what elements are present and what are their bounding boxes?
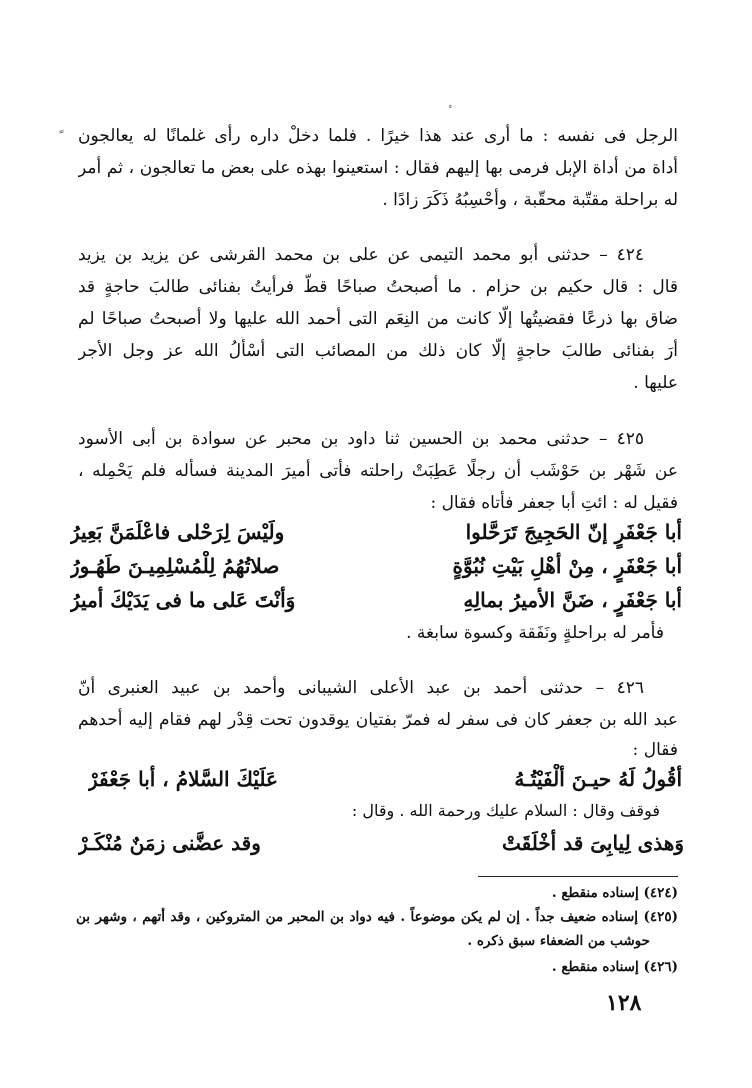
text-line: ٤٢٦ – حدثنى أحمد بن عبد الأعلى الشيبانى وأحمد بن عبيد العنبرى أنّ: [78, 678, 644, 698]
footnote: (٤٢٦) إسناده منقطع .: [551, 959, 678, 975]
verse-line-426-2: [78, 828, 684, 860]
text-line: ٤٢٥ – حدثنى محمد بن الحسين ثنا داود بن محبر عن سوادة بن أبى الأسود: [78, 429, 644, 449]
verse-second-hemistich: صلاتُهُمُ لِلْمُسْلِمِيـنَ طَهُـورُ: [70, 554, 280, 578]
text-line: عبد الله بن جعفر كان فى سفر له فمرّ بفتيان يوقدون تحت قِدْر لهم فقام إليه أحدهم: [78, 710, 678, 730]
text-line: أرَ بفنائى طالبَ حاجةٍ إلّا كان ذلك من المصائب التى أسْأَلُ الله عز وجل الأجر: [78, 341, 678, 361]
footnote: (٤٢٤) إسناده منقطع .: [551, 885, 678, 901]
verse-line-426-1: [88, 764, 682, 796]
text-line: قال : قال حكيم بن حزام . ما أصبحتُ صباحًا قطّ فرأيتُ بفنائى طالبَ حاجةٍ قد: [78, 277, 678, 297]
text-line: فأمر له براحلةٍ ونَفَقة وكسوة سابغة .: [406, 623, 664, 643]
text-line: فقيل له : ائتِ أبا جعفر فأتاه فقال :: [430, 493, 678, 513]
verse-first-hemistich: أبا جَعْفَرٍ إنّ الحَجِيجَ تَرَحَّلوا: [465, 520, 682, 544]
text-line: عليها .: [633, 373, 678, 393]
verse-first-hemistich: وَهذى لِيابِىَ قد أخْلَقَتْ: [501, 831, 684, 855]
verse-second-hemistich: وقد عضَّنى زمَنٌ مُنْكَـرْ: [78, 831, 261, 855]
page-number: ١٢٨: [606, 990, 642, 1016]
text-line: أداة من أداة الإبل فرمى بها إليهم فقال : استعينوا بهذه على بعض ما تعالجون ، ثم أمر: [78, 158, 678, 178]
text-line: فوقف وقال : السلام عليك ورحمة الله . وقال :: [351, 801, 660, 820]
footnote-separator: [478, 876, 678, 877]
footnote: حوشب من الضعفاء سبق ذكره .: [467, 933, 650, 949]
verse-second-hemistich: عَلَيْكَ السَّلامُ ، أبا جَعْفَرْ: [88, 767, 278, 791]
verse-line: [70, 517, 682, 549]
text-line: له براحلة مقتّبة محقّبة ، وأحْسِبُهُ ذَكَرَ زادًا .: [382, 190, 678, 210]
text-line: عن شَهْر بن حَوْشَب أن رجلًا عَطِبَتْ راحلته فأتى أميرَ المدينة فسأله فلم يَحْمِله ،: [78, 461, 678, 481]
verse-first-hemistich: أقُولُ لَهُ حيـنَ ألْفَيْتُـهُ: [514, 767, 682, 791]
verse-first-hemistich: أبا جَعْفَرٍ ، مِنْ أهْلِ بَيْتِ نُبُوَّةٍ: [452, 554, 682, 578]
text-line: فقال :: [632, 740, 678, 760]
verse-second-hemistich: ولَيْسَ لِرَحْلى فاعْلَمَنَّ بَعِيرُ: [70, 520, 285, 544]
verse-second-hemistich: وَأنْتَ عَلى ما فى يَدَيْكَ أميرُ: [70, 588, 296, 612]
verse-line: [70, 551, 682, 583]
verse-first-hemistich: أبا جَعْفَرٍ ، ضَنَّ الأميرُ بمالِهِ: [463, 588, 682, 612]
text-line: الرجل فى نفسه : ما أرى عند هذا خيرًا . فلما دخلْ داره رأى غلمانًا له يعالجون: [78, 126, 678, 146]
verse-line: [70, 585, 682, 617]
text-line: ٤٢٤ – حدثنى أبو محمد التيمى عن على بن محمد القرشى عن يزيد بن يزيد: [78, 245, 644, 265]
footnote: (٤٢٥) إسناده ضعيف جداً . إن لم يكن موضوعاً . فيه دواد بن المحبر من المتروكين ، وقد أتهم ، وشهر بن: [76, 909, 678, 925]
text-line: ضاق بها ذرعًا فقضيتُها إلّا كانت من النِعَم التى أحمد الله عليها ولا أصبحتُ صباحًا لم: [78, 309, 678, 329]
